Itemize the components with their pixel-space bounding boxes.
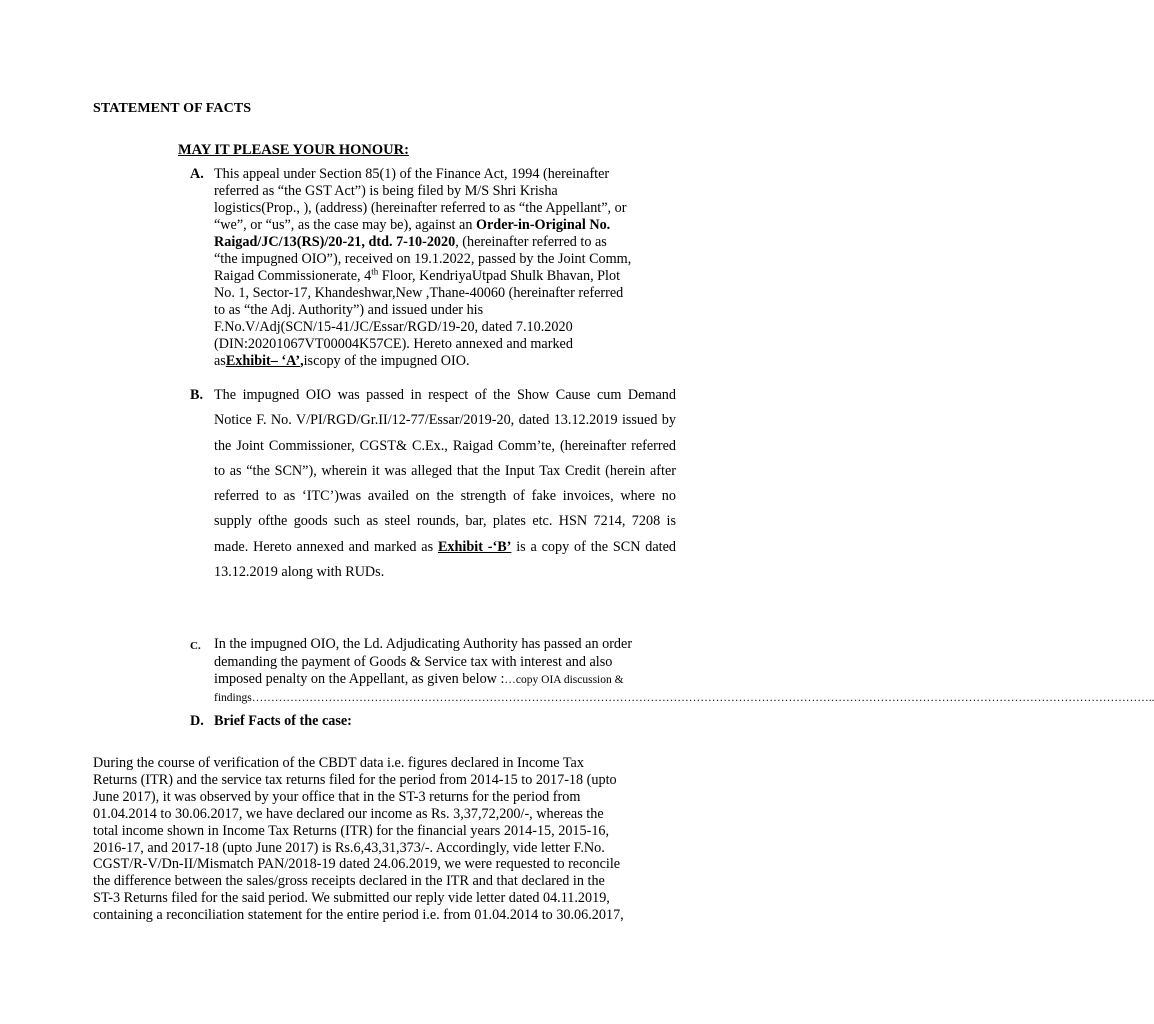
document-heading: STATEMENT OF FACTS (93, 101, 252, 116)
brief-facts-heading: Brief Facts of the case: (214, 713, 352, 729)
item-a-line (214, 353, 676, 370)
list-item-b (190, 383, 677, 585)
paragraph-line: 01.04.2014 to 30.06.2017, we have declared our income as Rs. 3,37,72,200/-, whereas the (93, 805, 604, 822)
item-a-comma: , (300, 353, 304, 369)
item-a-text: “we”, or “us”, as the case may be), against an (214, 217, 476, 233)
item-a-text: Raigad Commissionerate, 4 (214, 268, 372, 284)
paragraph-line: ST-3 Returns filed for the said period. We submitted our reply vide letter dated 04.11.2019, (93, 890, 610, 907)
paragraph-line: containing a reconciliation statement for the entire period i.e. from 01.04.2014 to 30.06.2017, (93, 907, 624, 924)
paragraph-line: 2016-17, and 2017-18 (upto June 2017) is Rs.6,43,31,373/-. Accordingly, vide letter F.No. (93, 839, 605, 856)
item-a-line: logistics(Prop., ), (address) (hereinafter referred to as “the Appellant”, or (214, 200, 627, 216)
item-a-line (214, 217, 676, 234)
item-c-line: In the impugned OIO, the Ld. Adjudicating Authority has passed an order (214, 636, 633, 652)
exhibit-a-reference: Exhibit– ‘A’ (225, 353, 301, 369)
item-a-text: , (hereinafter referred to as (455, 234, 607, 250)
item-a-line: No. 1, Sector-17, Khandeshwar,New ,Thane-40060 (hereinafter referred (214, 285, 624, 301)
item-b-text: The impugned OIO was passed in respect of the Show Cause cum Demand Notice F. No. V/PI/RGD/Gr.II/12-77/Essar/2019-20, dated 13.12.2019 issued by the Joint Commissioner, CGST& C.Ex., Raigad Comm’te, (hereinafter referred to as “the SCN”), wherein it was alleged that the Input Tax Credit (herein after referred to as ‘ITC’)was availed on the strength of fake invoices, where no supply ofthe goods such as steel rounds, bar, plates etc. HSN 7214, 7208 is made. Hereto annexed and marked as (214, 387, 676, 555)
item-label-a: A. (190, 166, 204, 182)
exhibit-b-reference: Exhibit -‘B’ (437, 538, 512, 555)
list-item-a (190, 166, 676, 370)
item-a-line (214, 234, 676, 251)
item-label-b: B. (190, 387, 204, 403)
item-a-line (214, 268, 676, 285)
item-a-text: Floor, KendriyaUtpad Shulk Bhavan, Plot (378, 268, 621, 284)
item-a-line: “the impugned OIO”), received on 19.1.2022, passed by the Joint Comm, (214, 251, 632, 267)
item-a-line: to as “the Adj. Authority”) and issued under his (214, 302, 484, 318)
item-a-line: (DIN:20201067VT00004K57CE). Hereto annexed and marked (214, 336, 573, 352)
paragraph-line: June 2017), it was observed by your office that in the ST-3 returns for the period from (93, 788, 581, 805)
brief-facts-paragraph (93, 755, 683, 924)
ordinal-superscript: th (371, 266, 379, 277)
item-a-text: as (214, 353, 226, 369)
salutation: MAY IT PLEASE YOUR HONOUR: (178, 142, 409, 158)
item-a-text: iscopy of the impugned OIO. (303, 353, 470, 369)
item-b-paragraph (214, 383, 676, 585)
order-number-text: Raigad/JC/13(RS)/20-21, dtd. 7-10-2020 (214, 234, 456, 250)
item-a-line: F.No.V/Adj(SCN/15-41/JC/Essar/RGD/19-20, dated 7.10.2020 (214, 319, 573, 335)
item-label-c: C. (190, 640, 201, 652)
paragraph-line: the difference between the sales/gross receipts declared in the ITR and that declared in the (93, 873, 605, 890)
item-c-text: imposed penalty on the Appellant, as given below : (214, 671, 505, 687)
paragraph-line: total income shown in Income Tax Returns (ITR) for the financial years 2014-15, 2015-16, (93, 822, 610, 839)
item-a-line: referred as “the GST Act”) is being filed by M/S Shri Krisha (214, 183, 558, 199)
item-c-line: demanding the payment of Goods & Service tax with interest and also (214, 653, 613, 670)
paragraph-line: During the course of verification of the CBDT data i.e. figures declared in Income Tax (93, 755, 584, 771)
order-number-text: Order-in-Original No. (475, 217, 611, 233)
item-label-d: D. (190, 713, 204, 729)
paragraph-line: CGST/R-V/Dn-II/Mismatch PAN/2018-19 dated 24.06.2019, we were requested to reconcile (93, 856, 621, 873)
list-item-c (190, 636, 1154, 707)
item-b-text: is a copy of the SCN dated 13.12.2019 along with RUDs. (214, 538, 677, 581)
item-c-note: findings……………………………………………………………………………………………………………………………………………………………………………………………………………….. (214, 691, 1154, 704)
paragraph-line: Returns (ITR) and the service tax returns filed for the period from 2014-15 to 2017-18 (upto (93, 771, 617, 788)
item-c-line (214, 690, 1154, 708)
item-c-line (214, 671, 676, 690)
list-item-d (190, 713, 676, 730)
item-c-note: …copy OIA discussion & (504, 674, 624, 686)
item-a-line: This appeal under Section 85(1) of the Finance Act, 1994 (hereinafter (214, 166, 610, 182)
